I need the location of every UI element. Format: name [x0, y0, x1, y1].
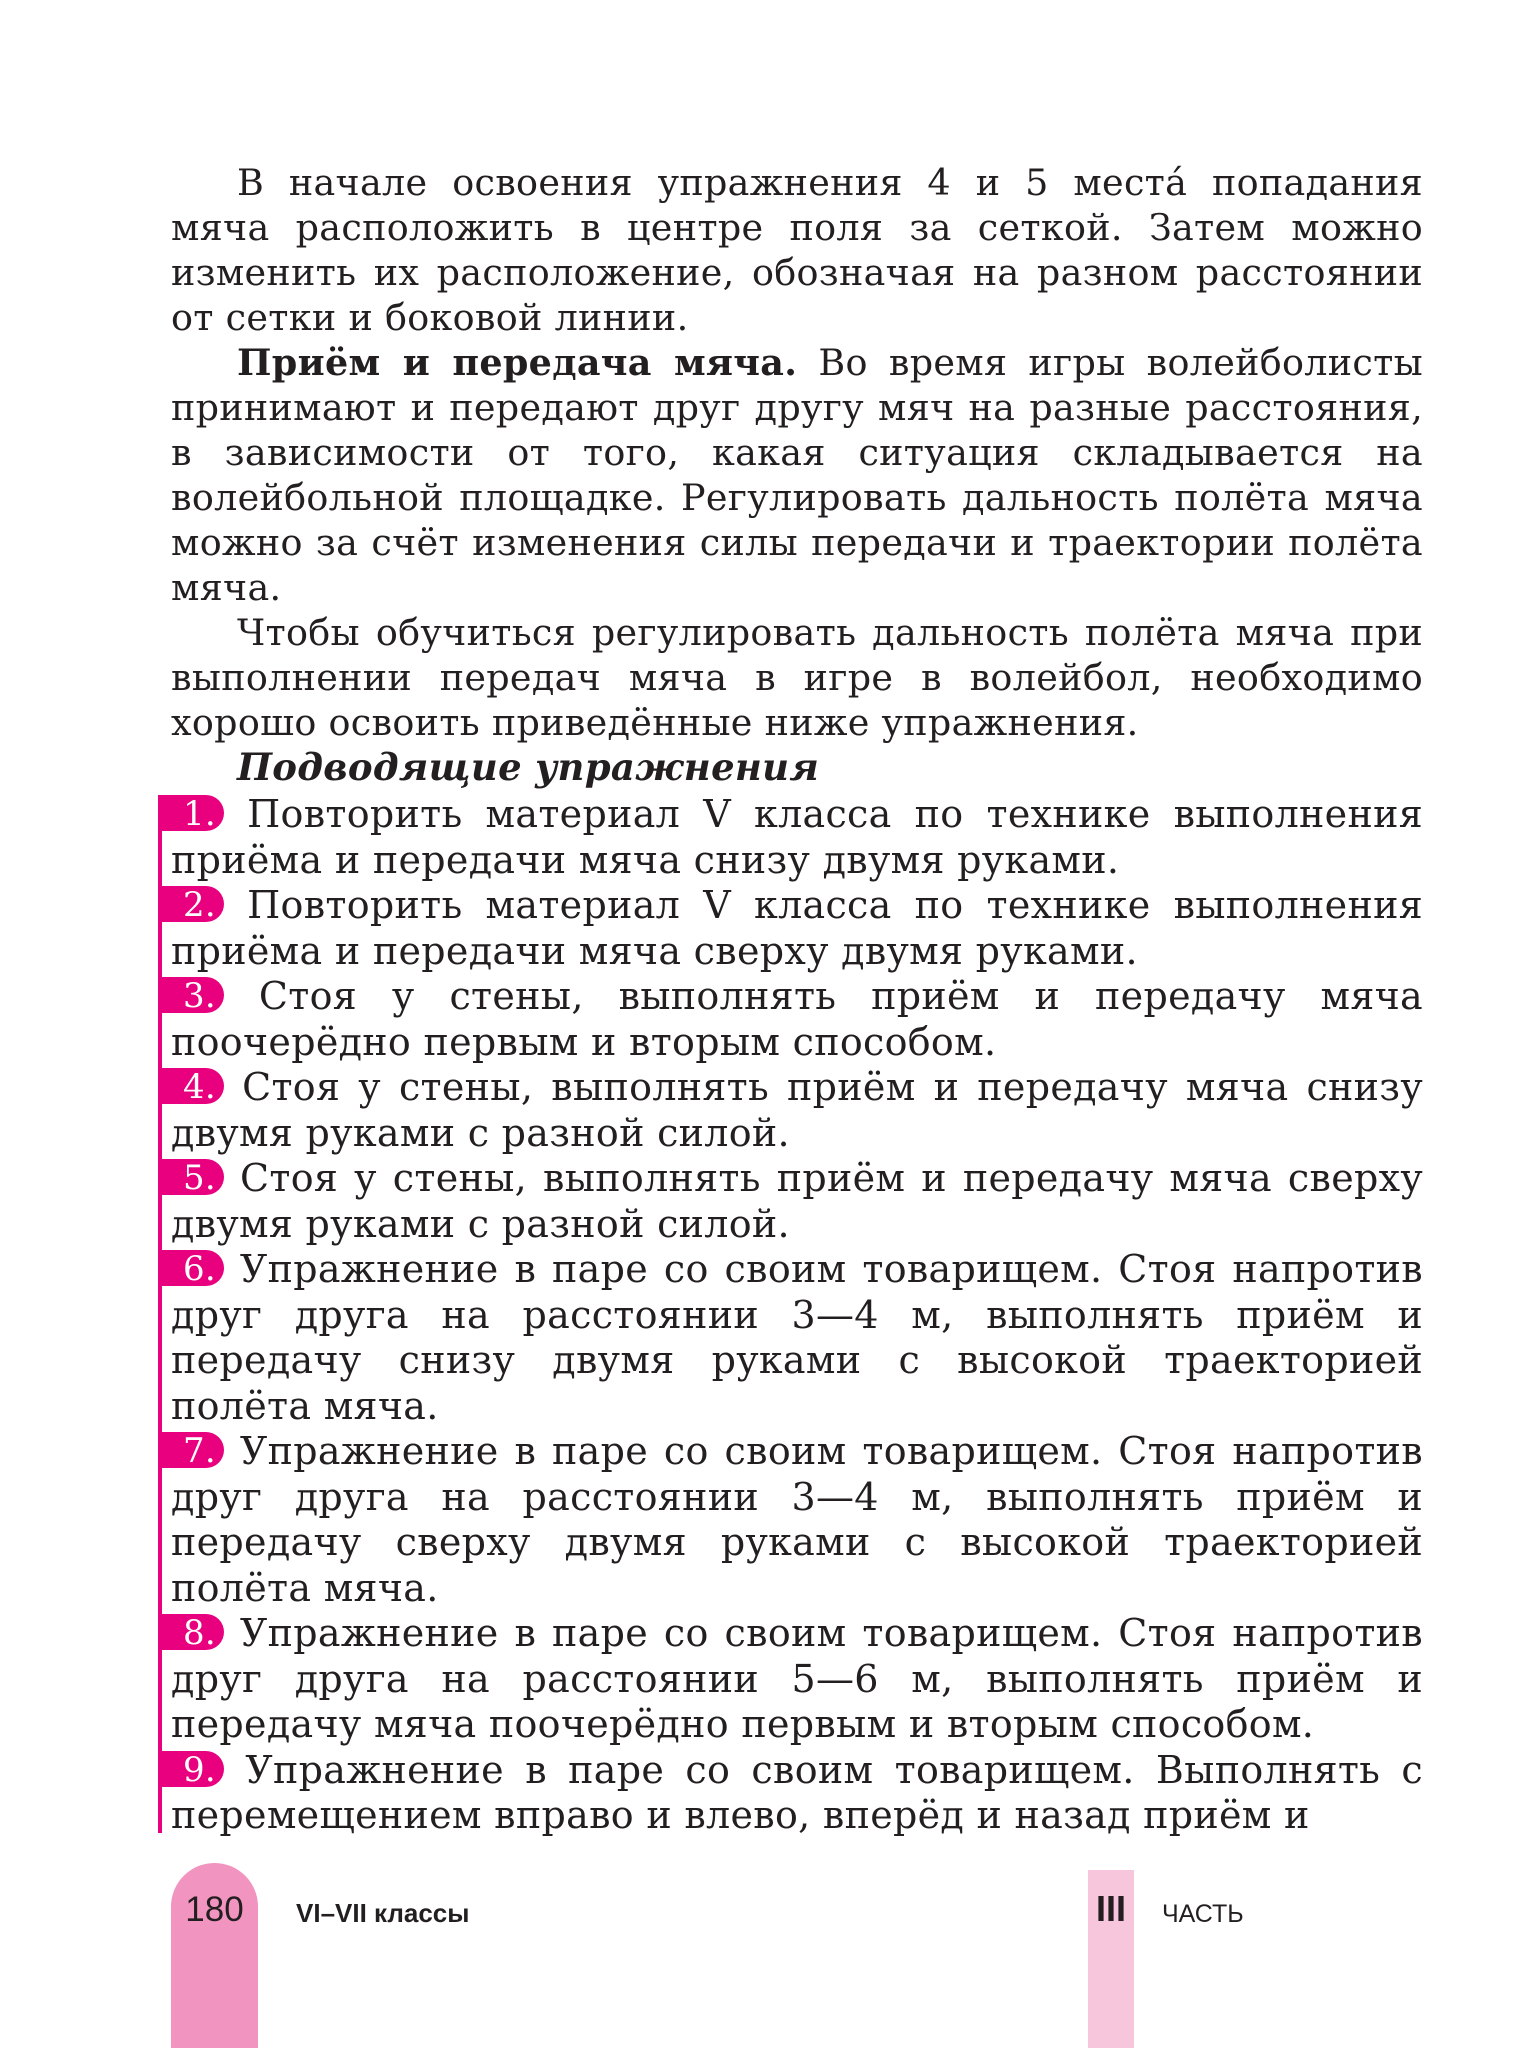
exercise-number-badge: 9.: [158, 1751, 224, 1787]
paragraph-3: [171, 610, 1423, 745]
exercise-number-badge: 6.: [158, 1250, 224, 1286]
paragraph-1-text: В начале освоения упражнения 4 и 5 места́ попадания мяча расположить в центре поля за сеткой. Затем можно изменить их расположение, обозначая на разном расстоянии от сетки и боковой линии.: [171, 161, 1423, 339]
paragraph-1: [171, 160, 1423, 340]
exercise-item-3: [171, 974, 1423, 1065]
exercise-number-badge: 5.: [158, 1159, 224, 1195]
exercise-item-8: [171, 1611, 1423, 1748]
exercise-item-5: [171, 1156, 1423, 1247]
exercise-number-badge: 7.: [158, 1432, 224, 1468]
exercise-number-badge: 8.: [158, 1614, 224, 1650]
exercise-text: Стоя у стены, выполнять приём и передачу мяча сверху двумя руками с разной силой.: [171, 1156, 1423, 1246]
exercise-text: Упражнение в паре со своим товарищем. Стоя напротив друг друга на расстоянии 3—4 м, выполнять приём и передачу сверху двумя руками с высокой траекторией полёта мяча.: [171, 1429, 1423, 1610]
exercise-text: Стоя у стены, выполнять приём и передачу мяча снизу двумя руками с разной силой.: [171, 1065, 1423, 1155]
exercise-text: Упражнение в паре со своим товарищем. Стоя напротив друг друга на расстоянии 3—4 м, выполнять приём и передачу снизу двумя руками с высокой траекторией полёта мяча.: [171, 1247, 1423, 1428]
exercise-text: Упражнение в паре со своим товарищем. Выполнять с перемещением вправо и влево, вперёд и назад приём и: [171, 1747, 1423, 1837]
exercise-item-7: [171, 1429, 1423, 1611]
paragraph-2-heading: Приём и передача мяча.: [237, 341, 798, 384]
exercise-number-badge: 3.: [158, 977, 224, 1013]
exercise-text: Повторить материал V класса по технике выполнения приёма и передачи мяча сверху двумя руками.: [171, 883, 1423, 973]
page-number: 180: [185, 1890, 244, 1929]
paragraph-2-text: Во время игры волейболисты принимают и передают друг другу мяч на разные расстояния, в зависимости от того, какая ситуация складывается на волейбольной площадке. Регулировать дальность полёта мяча можно за счёт изменения силы передачи и траектории полёта мяча.: [171, 341, 1423, 609]
exercise-number-badge: 4.: [158, 1068, 224, 1104]
exercise-number-badge: 1.: [158, 795, 224, 831]
exercise-text: Стоя у стены, выполнять приём и передачу мяча поочерёдно первым и вторым способом.: [171, 974, 1423, 1064]
exercise-list-accent-bar: [158, 798, 162, 1833]
exercise-item-6: [171, 1247, 1423, 1429]
part-numeral: III: [1095, 1888, 1126, 1929]
exercise-item-4: [171, 1065, 1423, 1156]
section-subheading: Подводящие упражнения: [237, 745, 820, 789]
exercise-text: Повторить материал V класса по технике выполнения приёма и передачи мяча снизу двумя руками.: [171, 792, 1423, 882]
paragraph-2: [171, 340, 1423, 610]
exercise-number-badge: 2.: [158, 886, 224, 922]
part-label: ЧАСТЬ: [1162, 1900, 1244, 1928]
exercise-item-1: [171, 792, 1423, 883]
paragraph-3-text: Чтобы обучиться регулировать дальность полёта мяча при выполнении передач мяча в игре в волейбол, необходимо хорошо освоить приведённые ниже упражнения.: [171, 611, 1423, 744]
exercise-item-9: [171, 1748, 1423, 1839]
exercise-text: Упражнение в паре со своим товарищем. Стоя напротив друг друга на расстоянии 5—6 м, выполнять приём и передачу мяча поочерёдно первым и вторым способом.: [171, 1611, 1423, 1746]
grade-label: VI–VII классы: [296, 1898, 470, 1928]
exercise-list: [171, 792, 1423, 1839]
exercise-item-2: [171, 883, 1423, 974]
page-body: [171, 160, 1423, 1839]
